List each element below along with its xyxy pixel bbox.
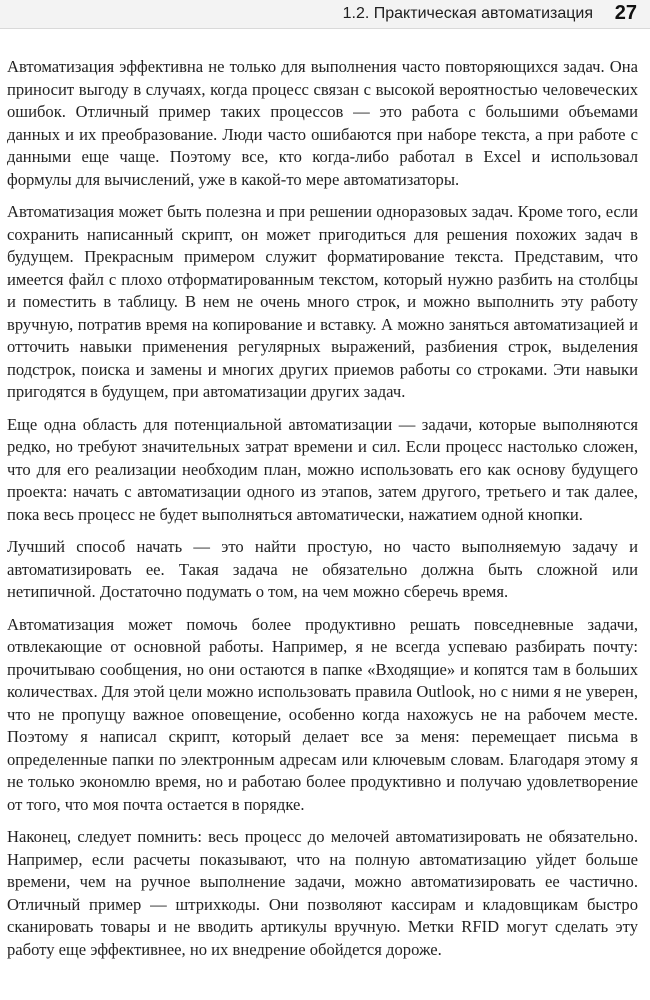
paragraph-4: Лучший способ начать — это найти простую, но часто выполняемую задачу и автоматизировать ее. Такая задача не обязательно должна быть сложной или нетипичной. Достаточно подумать о том, на чем можно сберечь время. — [7, 537, 638, 601]
page-body — [7, 56, 638, 1000]
page-number: 27 — [614, 2, 637, 24]
paragraph-5: Автоматизация может помочь более продуктивно решать повседневные задачи, отвлекающие от основной работы. Например, я не всегда успеваю разбирать почту: прочитываю сообщения, но они остаются в папке «Входящие» и копятся там в больших количествах. Для этой цели можно использовать правила Outlook, но с ними я не уверен, что не пропущу важное оповещение, особенно когда нахожусь не на рабочем месте. Поэтому я написал скрипт, который делает все за меня: перемещает письма в определенные папки по электронным адресам или ключевым словам. Благодаря этому я не только экономлю время, но и работаю более продуктивно и получаю удовлетворение от того, что моя почта остается в порядке. — [7, 614, 638, 814]
paragraph-1: Автоматизация эффективна не только для выполнения часто повторяющихся задач. Она приносит выгоду в случаях, когда процесс связан с высокой вероятностью человеческих ошибок. Отличный пример таких процессов — это работа с большими объемами данных и их преобразование. Люди часто ошибаются при наборе текста, а при работе с данными еще чаще. Поэтому все, кто когда-либо работал в Excel и использовал формулы для вычислений, уже в какой-то мере автоматизаторы. — [7, 57, 638, 189]
running-header — [0, 0, 650, 29]
paragraph-2: Автоматизация может быть полезна и при решении одноразовых задач. Кроме того, если сохранить написанный скрипт, он может пригодиться для решения похожих задач в будущем. Прекрасным примером служит форматирование текста. Представим, что имеется файл с плохо отформатированным текстом, который нужно разбить на столбцы и поместить в таблицу. В нем не очень много строк, и можно выполнить эту работу вручную, потратив время на копирование и вставку. А можно заняться автоматизацией и отточить навыки применения регулярных выражений, разбиения строк, выделения подстрок, поиска и замены и многих других приемов работы со строками. Эти навыки пригодятся в будущем, при автоматизации других задач. — [7, 202, 638, 401]
paragraph-6: Наконец, следует помнить: весь процесс до мелочей автоматизировать не обязательно. Например, если расчеты показывают, что на полную автоматизацию уйдет больше времени, чем на ручное выполнение задачи, можно автоматизировать ее частично. Отличный пример — штрихкоды. Они позволяют кассирам и кладовщикам быстро сканировать товары и не вводить артикулы вручную. Метки RFID могут сделать эту работу еще эффективнее, но их внедрение обойдется дороже. — [7, 827, 638, 959]
paragraph-3: Еще одна область для потенциальной автоматизации — задачи, которые выполняются редко, но требуют значительных затрат времени и сил. Если процесс настолько сложен, что для его реализации необходим план, можно использовать его как основу будущего проекта: начать с автоматизации одного из этапов, затем другого, третьего и так далее, пока весь процесс не будет выполняться автоматически, нажатием одной кнопки. — [7, 414, 638, 524]
section-title: 1.2. Практическая автоматизация — [342, 5, 593, 22]
